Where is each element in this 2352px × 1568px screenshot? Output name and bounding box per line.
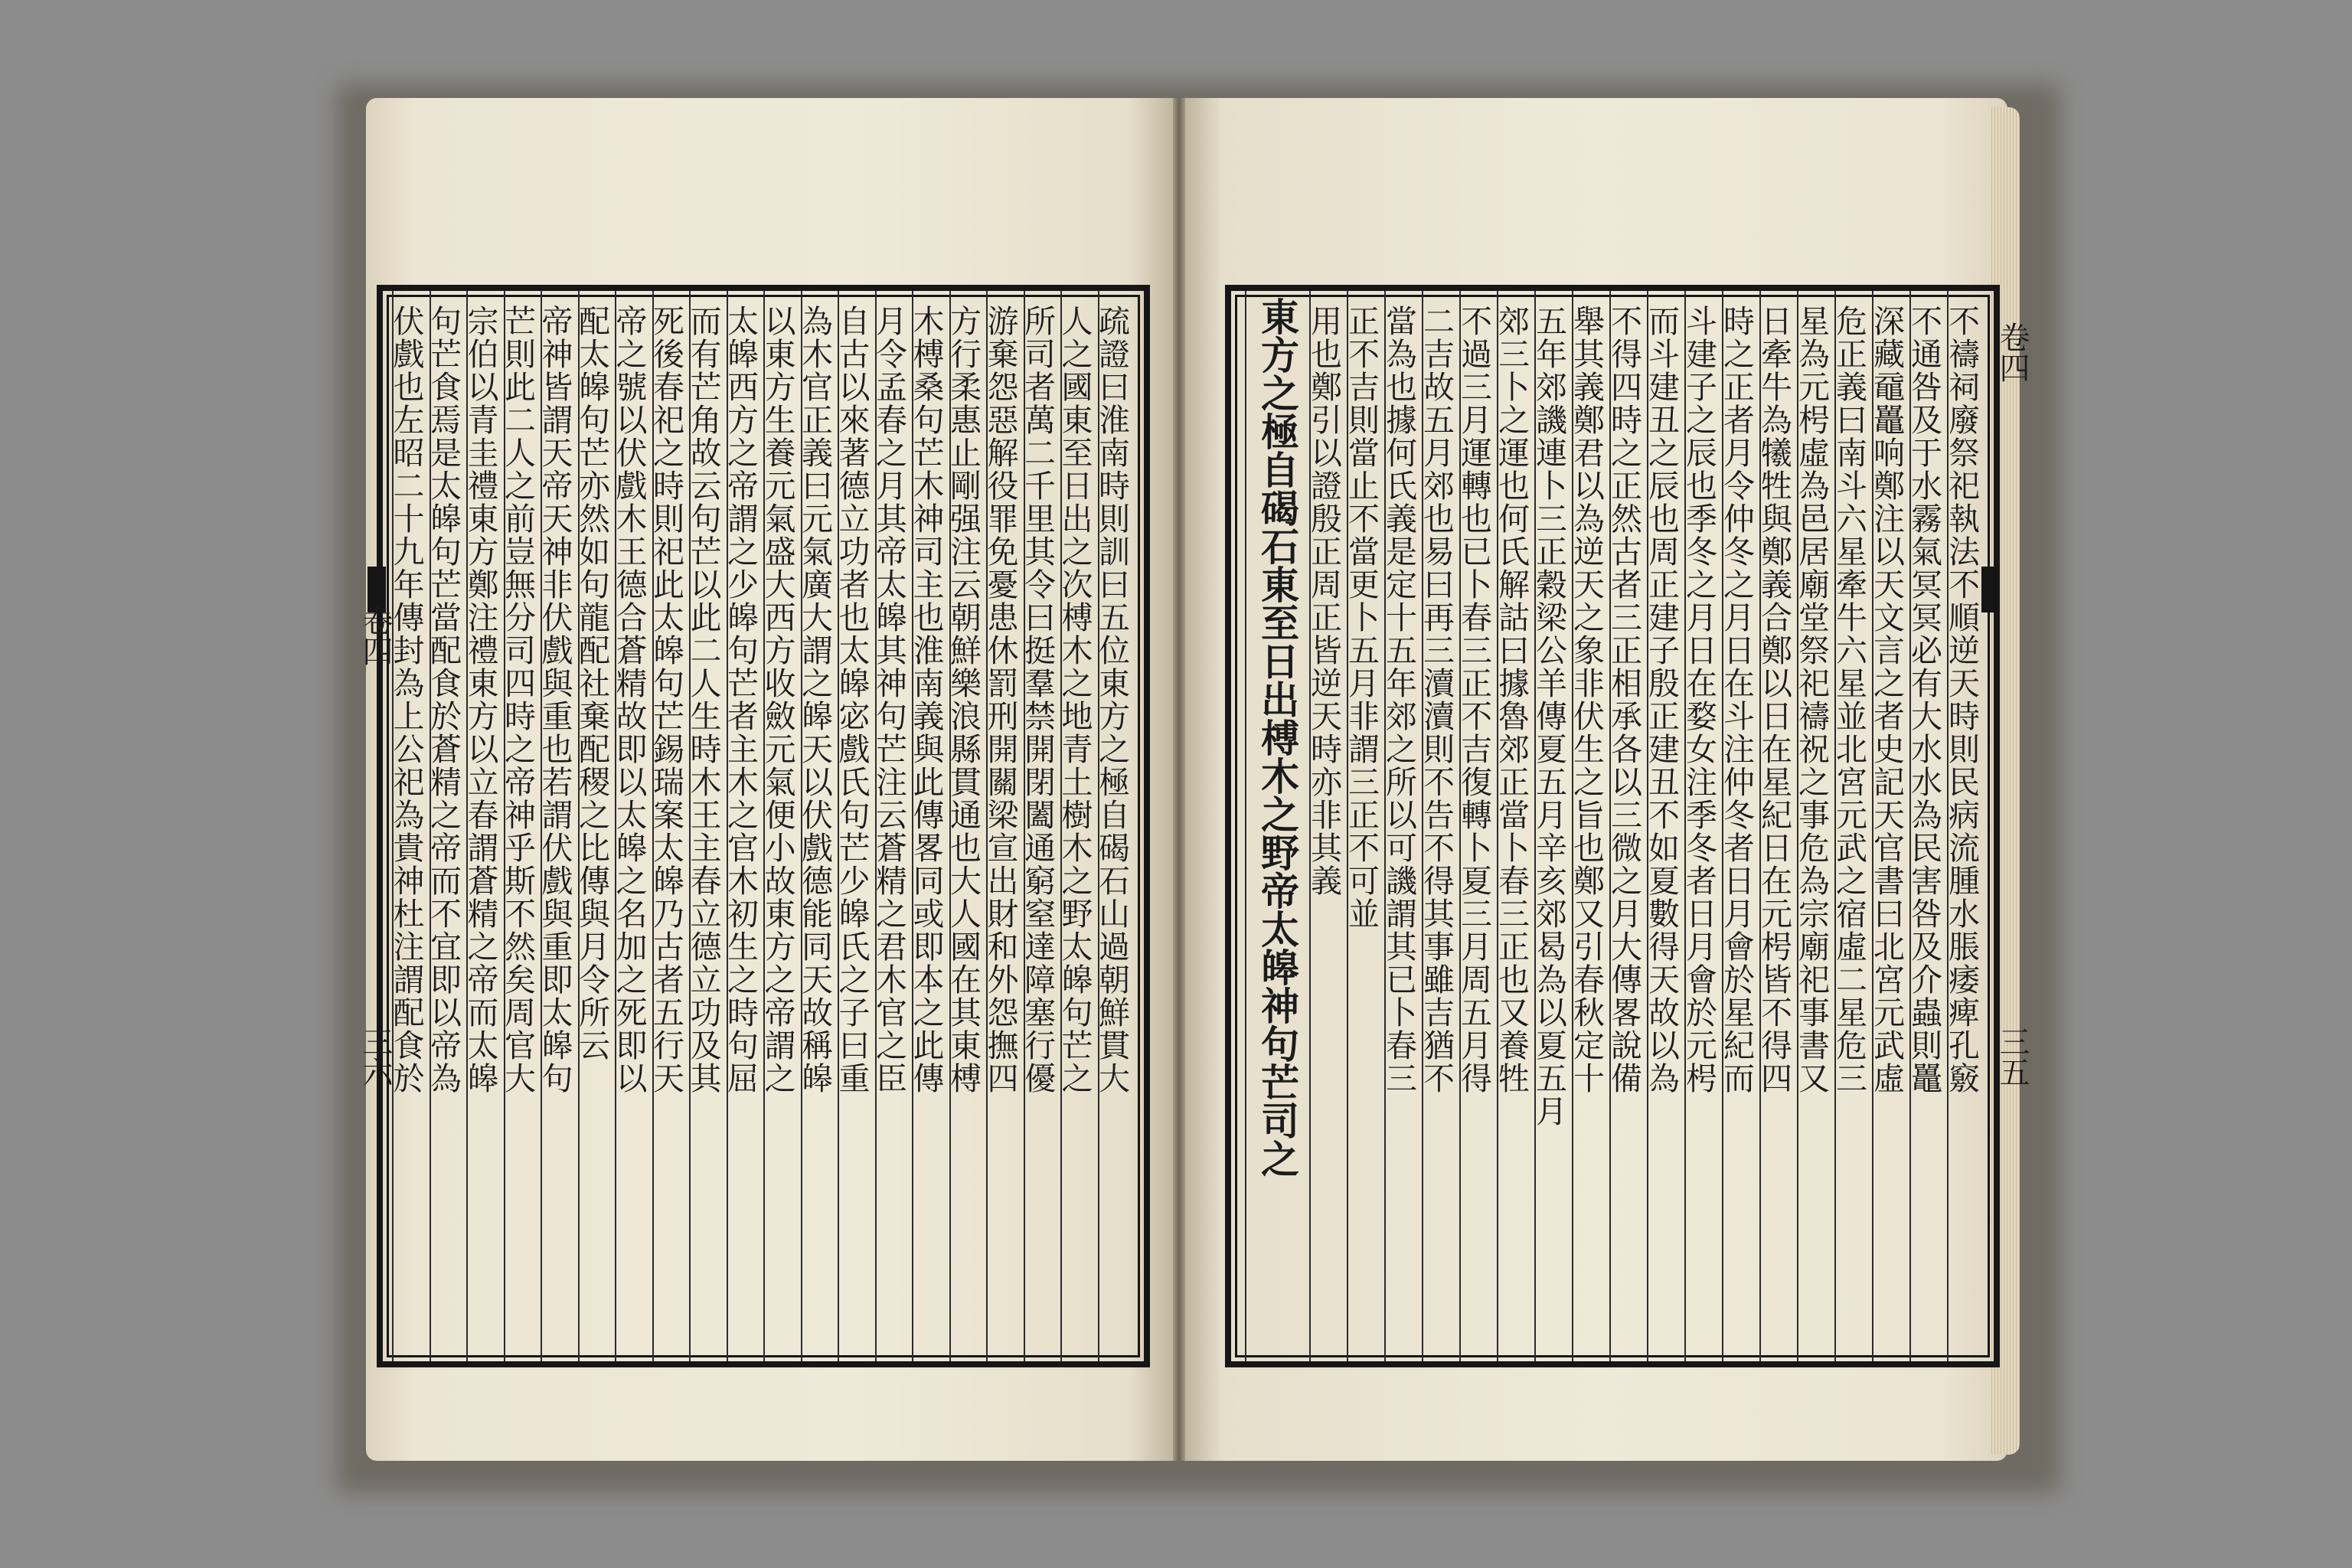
text-column: 太皞西方之帝謂之少皞句芒者主木之官木初生之時句屈 [727, 291, 764, 1361]
text-column: 伏戲也左昭二十九年傳封為上公祀為貴神杜注謂配食於 [392, 291, 430, 1361]
text-column: 不過三月運轉也已卜春三正不吉復轉卜夏三月周五月得 [1459, 291, 1497, 1361]
right-fold-volume: 卷四 [1994, 322, 2030, 383]
text-column: 為木官正義曰元氣廣大謂之皞天以伏戲德能同天故稱皞 [801, 291, 838, 1361]
left-fold-page-number: 三六 [358, 1026, 393, 1087]
text-column: 句芒食焉是太皞句芒當配食於蒼精之帝而不宜即以帝為 [430, 291, 467, 1361]
text-column: 而有芒角故云句芒以此二人生時木王主春立德立功及其 [689, 291, 727, 1361]
section-heading: 東方之極自碣石東至日出榑木之野帝太皞神句芒司之 [1245, 291, 1309, 1361]
text-column: 郊三卜之運也何氏解詁曰據魯郊正當卜春三正也又養牲 [1497, 291, 1534, 1361]
right-fold-band [1981, 567, 2000, 612]
text-column: 當為也據何氏義是定十五年郊之所以可譏謂其已卜春三 [1384, 291, 1422, 1361]
text-column: 舉其義鄭君以為逆天之象非伏生之旨也鄭又引春秋定十 [1572, 291, 1609, 1361]
text-column: 帝之號以伏戲木王德合蒼精故即以太皞之名加之死即以 [615, 291, 652, 1361]
left-text-block [383, 291, 1144, 1361]
text-column: 日牽牛為犧牲與鄭義合鄭以日在星紀日在元枵皆不得四 [1759, 291, 1797, 1361]
text-column: 斗建子之辰也季冬之月日在婺女注季冬者日月會於元枵 [1684, 291, 1722, 1361]
text-column: 以東方生養元氣盛大西方收斂元氣便小故東方之帝謂之 [763, 291, 801, 1361]
text-column: 而斗建丑之辰也周正建子殷正建丑不如夏數得天故以為 [1647, 291, 1684, 1361]
text-column: 配太皞句芒亦然如句龍配社棄配稷之比傳與月令所云 [578, 291, 616, 1361]
text-column: 宗伯以青圭禮東方鄭注禮東方以立春謂蒼精之帝而太皞 [466, 291, 504, 1361]
text-column: 正不吉則當止不當更卜五月非謂三正不可並 [1347, 291, 1384, 1361]
text-column: 所司者萬二千里其令曰挺羣禁開閉闔通窮窒達障塞行優 [1024, 291, 1061, 1361]
text-column: 用也鄭引以證殷正周正皆逆天時亦非其義 [1309, 291, 1347, 1361]
text-column: 自古以來著德立功者也太皞宓戲氏句芒少皞氏之子曰重 [838, 291, 875, 1361]
book-gutter [1173, 98, 1185, 1461]
text-column: 星為元枵虛為邑居廟堂祭祀禱祝之事危為宗廟祀事書又 [1797, 291, 1834, 1361]
text-column: 五年郊譏連卜三正穀梁公羊傳夏五月辛亥郊曷為以夏五月 [1534, 291, 1572, 1361]
text-column: 深藏黿鼉响鄭注以天文言之者史記天官書曰北宮元武虛 [1872, 291, 1909, 1361]
text-column: 游棄怨惡解役罪免憂患休罰刑開關梁宣出財和外怨撫四 [986, 291, 1024, 1361]
text-column: 木榑桑句芒木神司主也淮南義與此傳畧同或即本之此傳 [912, 291, 949, 1361]
text-column: 死後春祀之時則祀此太皞句芒錫瑞案太皞乃古者五行天 [652, 291, 690, 1361]
right-fold-page-number: 三五 [1994, 1026, 2030, 1087]
text-column: 時之正者月令仲冬之月日在斗注仲冬者日月會於星紀而 [1722, 291, 1759, 1361]
text-column: 危正義曰南斗六星牽牛六星並北宮元武之宿虛二星危三 [1834, 291, 1872, 1361]
left-text-frame [377, 285, 1150, 1367]
text-column: 方行柔惠止剛强注云朝鮮樂浪縣貫通也大人國在其東榑 [949, 291, 987, 1361]
text-column: 疏證曰淮南時則訓曰五位東方之極自碣石山過朝鮮貫大 [1098, 291, 1135, 1361]
text-column: 帝神皆謂天帝天神非伏戲與重也若謂伏戲與重即太皞句 [541, 291, 578, 1361]
right-text-block [1231, 291, 1994, 1361]
right-text-frame [1225, 285, 2000, 1367]
text-column: 不通咎及于水霧氣冥冥必有大水水為民害咎及介蟲則鼉 [1909, 291, 1947, 1361]
text-column: 芒則此二人之前豈無分司四時之帝神乎斯不然矣周官大 [504, 291, 541, 1361]
text-column: 不禱祠廢祭祀執法不順逆天時則民病流腫水脹痿痺孔竅 [1947, 291, 1984, 1361]
text-column: 人之國東至日出之次榑木之地青土樹木之野太皞句芒之 [1060, 291, 1098, 1361]
text-column: 月令孟春之月其帝太皞其神句芒注云蒼精之君木官之臣 [875, 291, 913, 1361]
text-column: 不得四時之正然古者三正相承各以三微之月大傳畧說備 [1609, 291, 1647, 1361]
left-fold-volume: 卷四 [358, 605, 393, 666]
text-column: 二吉故五月郊也易曰再三瀆瀆則不告不得其事雖吉猶不 [1422, 291, 1459, 1361]
